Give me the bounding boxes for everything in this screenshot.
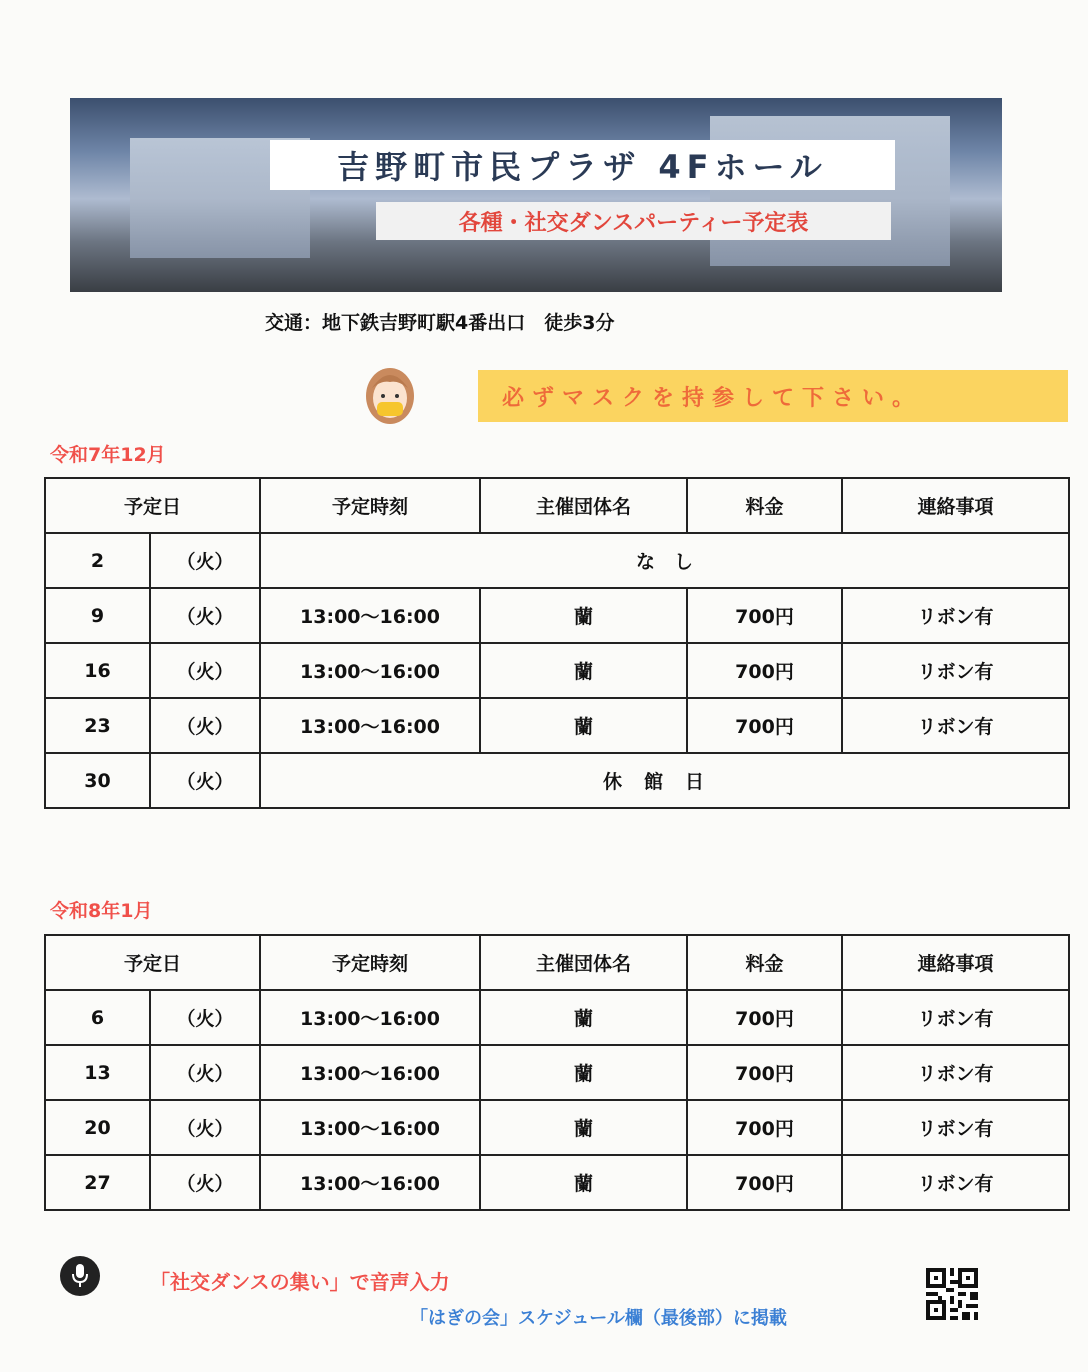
weekday-cell: （火） (150, 990, 260, 1045)
time-cell: 13:00～16:00 (260, 698, 480, 753)
mask-notice: 必ずマスクを持参して下さい。 (478, 370, 1068, 422)
day-cell: 16 (45, 643, 150, 698)
day-cell: 30 (45, 753, 150, 808)
table-row (45, 1155, 1069, 1210)
table-row (45, 1045, 1069, 1100)
time-cell: 13:00～16:00 (260, 990, 480, 1045)
fee-cell: 700円 (687, 1155, 842, 1210)
notes-cell: リボン有 (842, 1100, 1069, 1155)
day-cell: 27 (45, 1155, 150, 1210)
organizer-cell: 蘭 (480, 1045, 687, 1100)
time-cell: 13:00～16:00 (260, 1045, 480, 1100)
qr-code-icon (926, 1268, 978, 1320)
table-row (45, 643, 1069, 698)
weekday-cell: （火） (150, 1045, 260, 1100)
voice-input-text: 「社交ダンスの集い」で音声入力 (150, 1270, 450, 1294)
notes-cell: リボン有 (842, 990, 1069, 1045)
header-banner (70, 98, 1002, 292)
day-cell: 23 (45, 698, 150, 753)
day-cell: 6 (45, 990, 150, 1045)
notes-cell: リボン有 (842, 588, 1069, 643)
weekday-cell: （火） (150, 698, 260, 753)
organizer-cell: 蘭 (480, 643, 687, 698)
time-cell: 13:00～16:00 (260, 643, 480, 698)
december-schedule-table (44, 477, 1070, 809)
fee-cell: 700円 (687, 1100, 842, 1155)
day-cell: 2 (45, 533, 150, 588)
header-date: 予定日 (45, 935, 260, 990)
notes-cell: リボン有 (842, 698, 1069, 753)
weekday-cell: （火） (150, 1100, 260, 1155)
weekday-cell: （火） (150, 1155, 260, 1210)
masked-person-icon (362, 366, 418, 430)
table-row (45, 698, 1069, 753)
table-header-row (45, 478, 1069, 533)
notes-cell: リボン有 (842, 1045, 1069, 1100)
table-row (45, 1100, 1069, 1155)
venue-title: 吉野町市民プラザ 4Fホール (270, 140, 895, 190)
time-cell: 13:00～16:00 (260, 588, 480, 643)
building-image (710, 116, 950, 266)
table-row (45, 753, 1069, 808)
organizer-cell: 蘭 (480, 990, 687, 1045)
schedule-subtitle: 各種・社交ダンスパーティー予定表 (376, 202, 891, 240)
weekday-cell: （火） (150, 533, 260, 588)
weekday-cell: （火） (150, 643, 260, 698)
fee-cell: 700円 (687, 588, 842, 643)
organizer-cell: 蘭 (480, 588, 687, 643)
no-event-cell: な し (260, 533, 1069, 588)
header-organizer: 主催団体名 (480, 935, 687, 990)
header-fee: 料金 (687, 478, 842, 533)
access-info: 交通：地下鉄吉野町駅4番出口 徒歩3分 (265, 312, 615, 334)
organizer-cell: 蘭 (480, 1100, 687, 1155)
notes-cell: リボン有 (842, 643, 1069, 698)
day-cell: 13 (45, 1045, 150, 1100)
schedule-location-text: 「はぎの会」スケジュール欄（最後部）に掲載 (410, 1308, 787, 1329)
table-row (45, 990, 1069, 1045)
header-fee: 料金 (687, 935, 842, 990)
header-time: 予定時刻 (260, 935, 480, 990)
day-cell: 20 (45, 1100, 150, 1155)
month-label-january: 令和8年1月 (50, 900, 153, 922)
header-organizer: 主催団体名 (480, 478, 687, 533)
header-notes: 連絡事項 (842, 478, 1069, 533)
fee-cell: 700円 (687, 1045, 842, 1100)
day-cell: 9 (45, 588, 150, 643)
organizer-cell: 蘭 (480, 698, 687, 753)
table-row (45, 533, 1069, 588)
weekday-cell: （火） (150, 588, 260, 643)
table-row (45, 588, 1069, 643)
header-time: 予定時刻 (260, 478, 480, 533)
table-header-row (45, 935, 1069, 990)
organizer-cell: 蘭 (480, 1155, 687, 1210)
microphone-icon (60, 1256, 100, 1296)
fee-cell: 700円 (687, 643, 842, 698)
closed-day-cell: 休館日 (260, 753, 1069, 808)
time-cell: 13:00～16:00 (260, 1100, 480, 1155)
weekday-cell: （火） (150, 753, 260, 808)
notes-cell: リボン有 (842, 1155, 1069, 1210)
month-label-december: 令和7年12月 (50, 444, 166, 466)
time-cell: 13:00～16:00 (260, 1155, 480, 1210)
header-notes: 連絡事項 (842, 935, 1069, 990)
fee-cell: 700円 (687, 698, 842, 753)
january-schedule-table (44, 934, 1070, 1211)
header-date: 予定日 (45, 478, 260, 533)
fee-cell: 700円 (687, 990, 842, 1045)
